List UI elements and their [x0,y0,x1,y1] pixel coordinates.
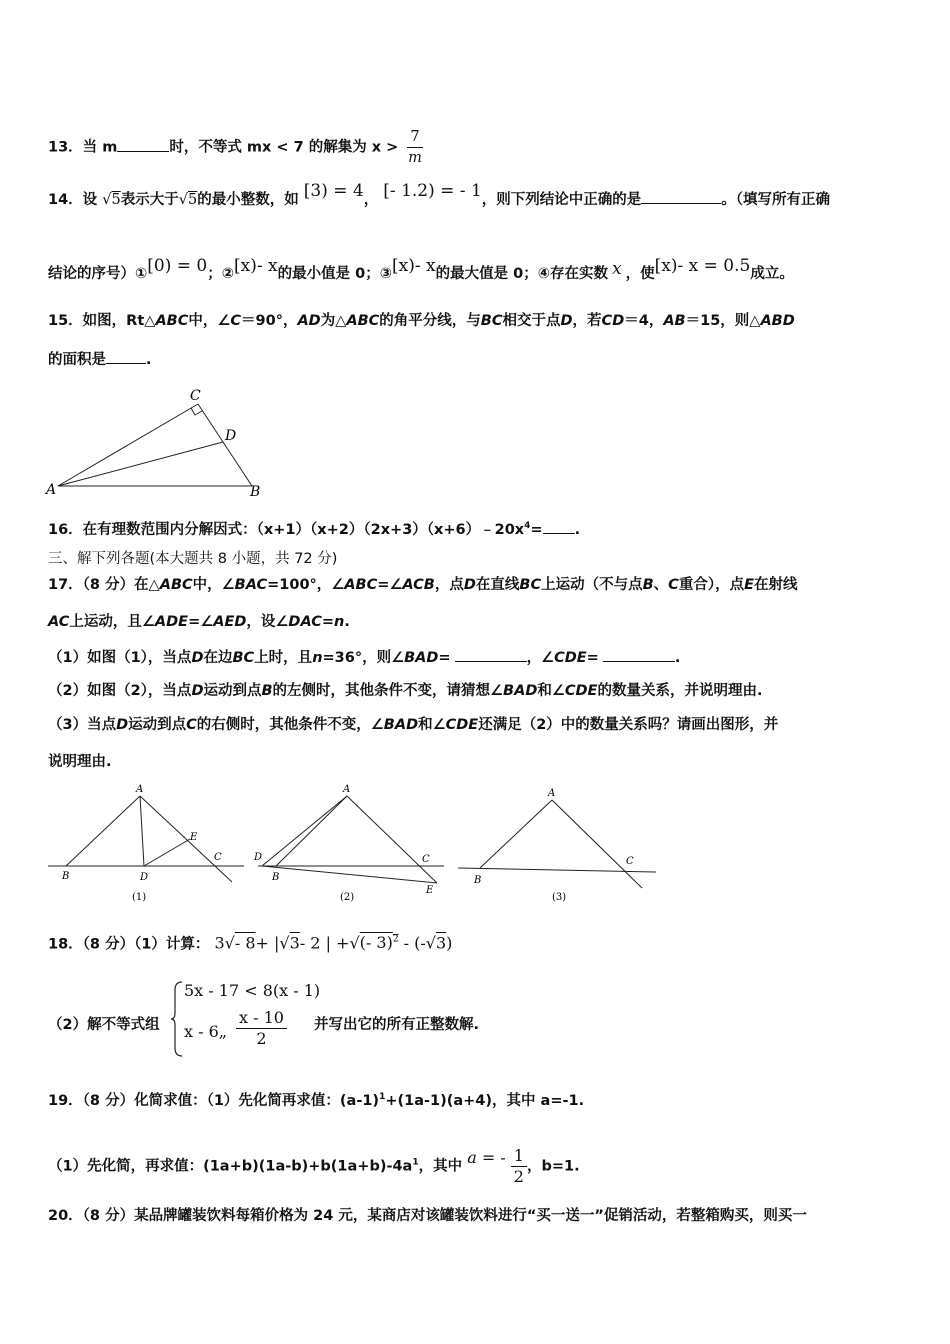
fig3-label-c: C [626,856,634,867]
q17-var: ABC [159,577,193,593]
q17-text: . [674,650,681,666]
q14-conclusion4: [x)- x = 0.5 [654,256,751,276]
q19-a-eq: a = - [467,1147,506,1167]
q17-var: C [668,577,679,593]
q17-var: C [186,717,197,733]
q18-text: 并写出它的所有正整数解. [314,1017,480,1033]
q17-var: BAC [234,577,268,593]
q17-var: D [463,577,476,593]
fig1-side-ab [66,796,140,866]
exponent: 2 [392,935,399,945]
q14-text: 结论的序号）① [48,266,148,282]
q16-answer-blank[interactable] [543,519,575,534]
q17-figure-2 [253,784,444,903]
q14-answer-blank[interactable] [641,189,721,204]
q17-var: n [312,650,323,666]
q13-frac-den: m [408,150,422,166]
q17-text: . [344,614,350,630]
q14-conclusion2: [x)- x [234,256,278,276]
ineq-left: x - 6 [184,1022,219,1041]
q15-line1 [48,311,795,331]
fig2-label-a: A [343,784,351,795]
q17-var: CDE [564,683,598,699]
q17-var: AC [48,614,70,630]
fig1-label-b: B [62,871,70,882]
q16-text: = [530,521,543,538]
q17-var: B [642,577,654,593]
cube-root-index: 3 [214,933,225,953]
q17-text: 的数量关系，并说明理由. [597,683,763,699]
fig1-side-ac [140,796,232,882]
q18-text: 18．（8 分）（1）计算： [48,936,210,953]
q17-text: =100°，∠ [267,577,345,593]
fig1-label-c: C [214,852,222,863]
frac-num: 1 [511,1146,527,1167]
q17-text: 17．（8 分）在△ [48,577,160,593]
q19-fraction [511,1146,527,1187]
q15-var: BC [480,313,503,329]
q17-var: ABC [344,577,378,593]
q17-var: D [191,683,204,699]
expr-part: - 2 | + [299,933,350,953]
q16-text: 16．在有理数范围内分解因式：（x+1）（x+2）（2x+3）（x+6）﹣20x [48,521,525,538]
q15-text: ＝4， [624,313,664,329]
q18-inequality1: 5x - 17 < 8(x - 1) [184,981,321,1000]
q17-text: =36°，则∠ [322,650,405,666]
q17-text: ，点 [434,577,464,593]
q15-triangle-figure [40,382,280,502]
fig1-segment-de [144,839,190,866]
q17-text: ，∠ [526,650,555,666]
fig2-segment-de [262,866,437,883]
q18-line1 [48,930,452,954]
label-d: D [225,428,237,444]
q19-text: （1）先化简，再求值：(1a+b)(1a-b)+b(1a+b)-4a [48,1158,413,1175]
q15-var: ABC [155,313,189,329]
q17-text: 在边 [203,650,233,666]
q17-text: 上时，且 [254,650,313,666]
q18-part2 [48,978,528,1060]
q15-answer-blank[interactable] [106,349,146,364]
q15-text: 为△ [320,313,347,329]
q14-text: 的最大值是 0；④存在实数 [435,266,609,282]
expr-part: ) [446,933,453,953]
q16-line [48,516,580,540]
expr-part: (- 3) [359,933,393,953]
fig2-label-b: B [272,872,280,883]
q17-var: ACB [402,577,435,593]
q17-var: n [334,614,345,630]
label-c: C [190,388,201,404]
q17-text: 还满足（2）中的数量关系吗？请画出图形，并 [478,717,779,733]
fig3-label-a: A [548,788,556,799]
sqrt-symbol: √5 [102,192,121,208]
q15-var: ABD [760,313,795,329]
q19-text: +(1a-1)(a+4)，其中 a=-1. [385,1092,585,1109]
q17-part2 [48,681,762,701]
q14-text: 的最小值是 0；③ [277,266,393,282]
side-cb [198,404,252,486]
q17-text: 在射线 [753,577,798,593]
fig1-label-d: D [140,872,149,883]
fig2-side-ab [276,796,347,866]
q17-cde-blank[interactable] [603,647,675,662]
q14-line1 [48,181,831,210]
q13-answer-blank[interactable] [117,137,169,152]
q17-text: （1）如图（1），当点 [48,650,192,666]
fig2-caption: (2) [340,892,355,903]
brace-icon [170,980,184,1058]
q14-text: 成立。 [750,266,794,282]
radicand: 3 [289,933,300,953]
q20-line: 20．（8 分）某品牌罐装饮料每箱价格为 24 元，某商店对该罐装饮料进行“买一送一”促销活动，若整箱购买，则买一 [48,1208,807,1224]
q15-text: ，若 [572,313,602,329]
q19-line1 [48,1087,584,1111]
frac-num: x - 10 [236,1008,287,1029]
q15-var: AD [297,313,321,329]
fig3-side-ac [552,800,642,888]
q17-text: 运动到点 [128,717,187,733]
q14-example1: [3) = 4 [303,181,364,201]
q15-text: 中，∠ [188,313,231,329]
label-b: B [250,484,261,500]
q17-var: BAD [404,650,439,666]
q18-text: （2）解不等式组 [48,1017,160,1033]
q15-text: 15．如图，Rt△ [48,313,156,329]
q17-text: = [586,650,599,666]
q17-text: 运动到点 [203,683,262,699]
bisector-ad [58,442,223,486]
expr-part: - (- [403,933,426,953]
fig1-label-e: E [190,832,198,843]
q17-var: BAD [383,717,419,733]
q14-text: 。（填写所有正确 [721,192,831,208]
q15-var: C [230,313,242,329]
q17-text: 的右侧时，其他条件不变，∠ [196,717,384,733]
q14-text: 14．设 [48,192,98,208]
q17-part3-cont: 说明理由. [48,754,112,770]
q14-var-x: x [612,259,622,279]
q17-text: 和∠ [537,683,565,699]
q16-text: . [574,521,581,538]
side-ac [58,404,198,486]
q17-text: （3）当点 [48,717,117,733]
q19-text: 19．（8 分）化简求值：（1）先化简再求值：(a-1) [48,1092,380,1109]
q17-var: D [191,650,204,666]
q14-text: ，则下列结论中正确的是 [481,192,642,208]
frac-den: 2 [513,1167,524,1186]
fig2-label-e: E [426,885,434,896]
q17-var: BAD [503,683,538,699]
q19-text: ，其中 [418,1158,463,1175]
q17-var: DAC [288,614,322,630]
q17-var: ADE [154,614,189,630]
q17-line1 [48,575,797,595]
q14-text: 的最小整数，如 [197,192,299,208]
radicand [360,933,399,952]
q18-fraction [236,1008,287,1049]
fig2-label-c: C [422,854,430,865]
q19-exponent: 1 [412,1157,419,1168]
q13-line [48,127,423,168]
q17-part1 [48,647,680,668]
q17-var: CDE [554,650,587,666]
right-angle-mark [191,408,202,415]
q13-frac-num: 7 [407,127,422,148]
sqrt-radicand: 5 [111,192,121,208]
q14-line2 [48,256,794,284]
fig3-label-b: B [474,875,482,886]
q15-var: ABC [346,313,380,329]
q14-text: ，使 [625,266,655,282]
q18-inequality2 [184,1022,227,1042]
fig3-line-bc [458,868,656,872]
q17-line2 [48,612,350,632]
q17-text: （2）如图（2），当点 [48,683,192,699]
q17-figure-1 [48,784,244,903]
q13-fraction [407,127,422,168]
q17-text: 的左侧时，其他条件不变，请猜想∠ [272,683,504,699]
q17-text: 重合），点 [678,577,745,593]
q17-var: B [261,683,273,699]
sqrt-radicand: 5 [187,192,198,208]
q14-example2: [- 1.2) = - 1 [383,181,482,201]
q17-var: AED [213,614,247,630]
q14-conclusion1: [0) = 0 [147,256,208,276]
fig2-label-d: D [254,852,263,863]
section-heading: 三、解下列各题(本大题共 8 小题，共 72 分) [48,551,338,567]
q13-text-end: 时，不等式 mx < 7 的解集为 x > [169,139,399,156]
q18-expression: 3√- 8+ |√3- 2 | +√(- 3)$^2$ - (-√3) [214,933,453,953]
radicand: - 8 [234,933,256,953]
q15-var: D [560,313,573,329]
q15-text: ＝90°， [241,313,298,329]
label-a: A [46,482,57,498]
q19-line2 [48,1146,580,1187]
q14-conclusion3: [x)- x [392,256,436,276]
q15-text: . [146,352,152,368]
q19-exponent: 1 [379,1092,386,1102]
ineq-sign: „ [218,1022,228,1041]
fig1-label-a: A [136,784,144,795]
q16-exponent: 4 [524,521,531,531]
q17-bad-blank[interactable] [455,647,527,662]
q15-text: 的面积是 [48,352,106,368]
q15-text: ＝15，则△ [685,313,761,329]
q14-comma: ， [363,192,379,208]
q17-var: CDE [445,717,479,733]
q17-figure-3 [458,788,656,903]
expr-part: + | [255,933,280,953]
q17-part3 [48,715,778,735]
q17-text: 上运动，且∠ [69,614,155,630]
radicand: 3 [435,933,447,953]
q15-text: 的角平分线，与 [379,313,481,329]
fig3-side-ab [480,800,552,868]
fig2-side-ae [347,796,437,883]
q17-text: = [438,650,451,666]
q17-var: BC [232,650,255,666]
q17-text: 、 [653,577,669,593]
q15-var: CD [601,313,625,329]
q17-text: = [321,614,335,630]
q17-text: 中，∠ [192,577,235,593]
fig3-caption: (3) [552,892,567,903]
fig1-segment-ad [140,796,144,866]
q17-text: 在直线 [475,577,520,593]
q17-text: 和∠ [418,717,446,733]
q17-figures [44,780,664,910]
q14-text: 表示大于 [120,192,179,208]
q15-text: 相交于点 [502,313,561,329]
fig2-segment-ad [262,796,347,866]
q17-text: ，设∠ [246,614,289,630]
q17-var: BC [519,577,542,593]
fig1-caption: (1) [132,892,147,903]
q14-text: ；② [207,266,235,282]
q17-text: 上运动（不与点 [541,577,643,593]
frac-den: 2 [256,1029,267,1048]
sqrt-symbol: √5 [178,192,198,208]
q15-line2 [48,349,152,370]
q19-text: ，b=1. [526,1158,580,1175]
q17-var: D [116,717,129,733]
q17-var: E [744,577,754,593]
q17-text: =∠ [188,614,214,630]
q17-text: =∠ [377,577,403,593]
q13-text-start: 13．当 m [48,139,118,156]
q15-var: AB [663,313,686,329]
